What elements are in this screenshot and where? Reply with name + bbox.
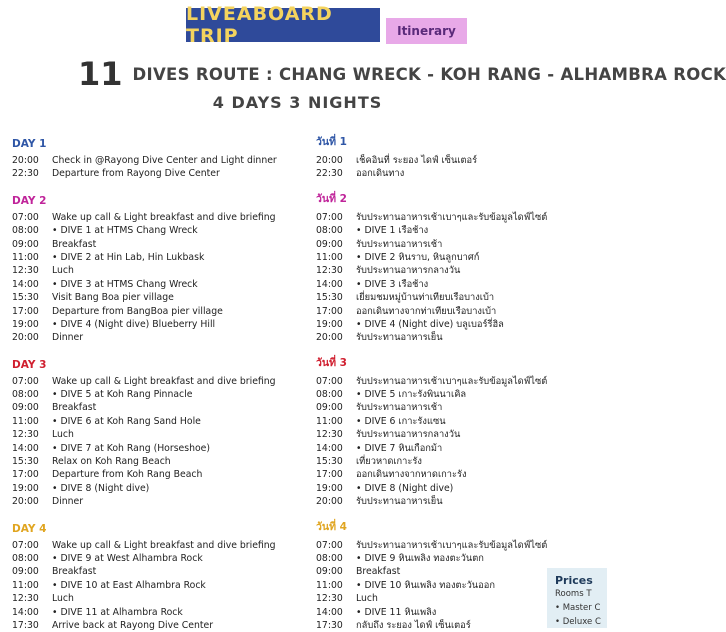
schedule-activity: • DIVE 7 หินเกือกม้า bbox=[356, 442, 443, 454]
schedule-row bbox=[12, 442, 302, 455]
schedule-activity: Luch bbox=[52, 429, 74, 441]
schedule-activity: Relax on Koh Rang Beach bbox=[52, 456, 171, 468]
schedule-time: 14:00 bbox=[12, 606, 39, 618]
schedule-row bbox=[12, 539, 302, 552]
schedule-activity: รับประทานอาหารเช้าเบาๆและรับข้อมูลไดฟ์ไซต์ bbox=[356, 539, 548, 551]
schedule-time: 12:30 bbox=[12, 429, 39, 441]
schedule-time: 14:00 bbox=[12, 278, 39, 290]
schedule-row bbox=[12, 238, 302, 251]
schedule-activity: • DIVE 5 at Koh Rang Pinnacle bbox=[52, 389, 193, 401]
schedule-activity: Breakfast bbox=[52, 238, 97, 250]
schedule-activity: • DIVE 3 at HTMS Chang Wreck bbox=[52, 278, 198, 290]
schedule-row bbox=[12, 592, 302, 605]
schedule-row bbox=[316, 428, 606, 441]
schedule-activity: Wake up call & Light breakfast and dive briefing bbox=[52, 539, 276, 551]
schedule-activity: รับประทานอาหารกลางวัน bbox=[356, 429, 461, 441]
schedule-time: 20:00 bbox=[316, 155, 343, 166]
trip-duration: 4 DAYS 3 NIGHTS bbox=[212, 93, 383, 112]
schedule-time: 14:00 bbox=[316, 278, 343, 290]
schedule-row bbox=[12, 455, 302, 468]
schedule-time: 07:00 bbox=[12, 539, 39, 551]
schedule-time: 12:30 bbox=[316, 593, 343, 605]
schedule-activity: Departure from Koh Rang Beach bbox=[52, 469, 203, 481]
schedule-time: 11:00 bbox=[12, 251, 39, 263]
rooms-type-label: Rooms T bbox=[555, 589, 592, 599]
schedule-row bbox=[316, 442, 606, 455]
schedule-activity: • DIVE 8 (Night dive) bbox=[52, 482, 150, 494]
schedule-row bbox=[12, 388, 302, 401]
schedule-activity: Visit Bang Boa pier village bbox=[52, 292, 174, 304]
schedule-row bbox=[12, 552, 302, 565]
schedule-activity: • DIVE 9 at West Alhambra Rock bbox=[52, 552, 203, 564]
schedule-activity: • DIVE 11 หินเพลิง bbox=[356, 606, 437, 618]
schedule-activity: • DIVE 4 (Night dive) บลูเบอร์รี่ฮิล bbox=[356, 318, 504, 330]
schedule-time: 07:00 bbox=[12, 211, 39, 223]
schedule-row bbox=[12, 305, 302, 318]
schedule-activity: • DIVE 1 at HTMS Chang Wreck bbox=[52, 225, 198, 237]
schedule-row bbox=[316, 154, 606, 167]
schedule-activity: • DIVE 2 หินราบ, หินลูกบาศก์ bbox=[356, 251, 480, 263]
schedule-time: 11:00 bbox=[12, 579, 39, 591]
schedule-activity: Check in @Rayong Dive Center and Light dinner bbox=[52, 155, 277, 166]
schedule-time: 22:30 bbox=[316, 168, 343, 180]
itinerary-tag-text: Itinerary bbox=[397, 24, 456, 38]
english-itinerary bbox=[12, 130, 302, 632]
schedule-time: 12:30 bbox=[12, 265, 39, 277]
schedule-time: 22:30 bbox=[12, 168, 39, 180]
price-item-master: • Master C bbox=[555, 603, 601, 613]
schedule-activity: • DIVE 9 หินเพลิง ทองตะวันตก bbox=[356, 552, 484, 564]
schedule-row bbox=[316, 291, 606, 304]
schedule-activity: • DIVE 7 at Koh Rang (Horseshoe) bbox=[52, 442, 211, 454]
schedule-row bbox=[12, 167, 302, 180]
schedule-activity: Luch bbox=[52, 265, 74, 277]
schedule-time: 17:30 bbox=[12, 619, 39, 631]
prices-panel bbox=[547, 568, 607, 628]
schedule-row bbox=[12, 579, 302, 592]
schedule-time: 09:00 bbox=[12, 566, 39, 578]
schedule-row bbox=[12, 428, 302, 441]
schedule-row bbox=[12, 251, 302, 264]
schedule-activity: • DIVE 6 เกาะรังแซน bbox=[356, 415, 446, 427]
schedule-row bbox=[316, 251, 606, 264]
schedule-row bbox=[12, 291, 302, 304]
schedule-time: 20:00 bbox=[12, 332, 39, 344]
schedule-activity: รับประทานอาหารเย็น bbox=[356, 496, 443, 508]
liveaboard-trip-banner bbox=[186, 3, 380, 47]
schedule-activity: Departure from Rayong Dive Center bbox=[52, 168, 220, 180]
schedule-row bbox=[316, 388, 606, 401]
schedule-row bbox=[12, 375, 302, 388]
schedule-time: 12:30 bbox=[12, 593, 39, 605]
schedule-activity: • DIVE 3 เรือช้าง bbox=[356, 278, 429, 290]
route-heading bbox=[78, 54, 726, 94]
schedule-row bbox=[12, 331, 302, 344]
schedule-time: 19:00 bbox=[12, 482, 39, 494]
schedule-time: 15:30 bbox=[12, 292, 39, 304]
schedule-time: 15:30 bbox=[316, 292, 343, 304]
schedule-time: 11:00 bbox=[316, 251, 343, 263]
schedule-time: 14:00 bbox=[12, 442, 39, 454]
schedule-time: 20:00 bbox=[316, 496, 343, 508]
schedule-activity: กลับถึง ระยอง ไดฟ์ เซ็นเตอร์ bbox=[356, 619, 471, 631]
schedule-activity: รับประทานอาหารเช้าเบาๆและรับข้อมูลไดฟ์ไซต์ bbox=[356, 375, 548, 387]
schedule-activity: ออกเดินทางจากหาดเกาะรัง bbox=[356, 469, 467, 481]
schedule-row bbox=[12, 401, 302, 414]
schedule-time: 20:00 bbox=[12, 155, 39, 166]
schedule-activity: Dinner bbox=[52, 332, 84, 344]
schedule-time: 12:30 bbox=[316, 265, 343, 277]
schedule-activity: Breakfast bbox=[356, 566, 401, 578]
schedule-activity: Wake up call & Light breakfast and dive briefing bbox=[52, 375, 276, 387]
schedule-row bbox=[316, 539, 606, 552]
schedule-row bbox=[316, 264, 606, 277]
schedule-time: 08:00 bbox=[316, 552, 343, 564]
schedule-row bbox=[12, 415, 302, 428]
schedule-activity: • DIVE 11 at Alhambra Rock bbox=[52, 606, 183, 618]
schedule-row bbox=[12, 482, 302, 495]
schedule-time: 19:00 bbox=[316, 482, 343, 494]
schedule-activity: ออกเดินทาง bbox=[356, 168, 405, 180]
schedule-time: 17:00 bbox=[316, 305, 343, 317]
schedule-time: 14:00 bbox=[316, 442, 343, 454]
schedule-row bbox=[316, 468, 606, 481]
schedule-row bbox=[12, 619, 302, 632]
banner-text: LIVEABOARD TRIP bbox=[186, 3, 333, 47]
schedule-time: 08:00 bbox=[316, 225, 343, 237]
schedule-activity: Breakfast bbox=[52, 402, 97, 414]
schedule-row bbox=[316, 415, 606, 428]
schedule-activity: Luch bbox=[356, 593, 378, 605]
schedule-activity: Wake up call & Light breakfast and dive briefing bbox=[52, 211, 276, 223]
schedule-time: 17:00 bbox=[12, 469, 39, 481]
schedule-row bbox=[12, 565, 302, 578]
schedule-row bbox=[316, 455, 606, 468]
schedule-row bbox=[316, 305, 606, 318]
schedule-time: 08:00 bbox=[12, 389, 39, 401]
schedule-row bbox=[316, 211, 606, 224]
schedule-activity: รับประทานอาหารเช้าเบาๆและรับข้อมูลไดฟ์ไซต์ bbox=[356, 211, 548, 223]
schedule-time: 12:30 bbox=[316, 429, 343, 441]
day-heading-day3: DAY 3 bbox=[12, 358, 47, 371]
schedule-activity: Breakfast bbox=[52, 566, 97, 578]
day-heading-day4: วันที่ 4 bbox=[316, 520, 347, 533]
schedule-activity: • DIVE 2 at Hin Lab, Hin Lukbask bbox=[52, 251, 205, 263]
schedule-activity: เที่ยวหาดเกาะรัง bbox=[356, 456, 422, 468]
schedule-time: 07:00 bbox=[316, 211, 343, 223]
schedule-activity: เยี่ยมชมหมู่บ้านท่าเทียบเรือบางเบ้า bbox=[356, 292, 495, 304]
schedule-activity: รับประทานอาหารเย็น bbox=[356, 332, 443, 344]
schedule-time: 08:00 bbox=[316, 389, 343, 401]
schedule-row bbox=[316, 167, 606, 180]
schedule-activity: Arrive back at Rayong Dive Center bbox=[52, 619, 214, 631]
schedule-time: 11:00 bbox=[316, 415, 343, 427]
schedule-row bbox=[316, 552, 606, 565]
schedule-activity: • DIVE 5 เกาะรังพินนาเคิล bbox=[356, 389, 467, 401]
dives-count: 11 bbox=[78, 55, 123, 93]
schedule-activity: รับประทานอาหารกลางวัน bbox=[356, 265, 461, 277]
schedule-row bbox=[316, 224, 606, 237]
schedule-row bbox=[12, 211, 302, 224]
day-heading-day4: DAY 4 bbox=[12, 522, 47, 535]
schedule-time: 08:00 bbox=[12, 552, 39, 564]
thai-itinerary bbox=[316, 130, 606, 632]
schedule-row bbox=[316, 401, 606, 414]
day-heading-day1: วันที่ 1 bbox=[316, 136, 347, 148]
day-heading-day1: DAY 1 bbox=[12, 138, 47, 150]
schedule-row bbox=[316, 495, 606, 508]
schedule-activity: • DIVE 1 เรือช้าง bbox=[356, 225, 429, 237]
schedule-row bbox=[12, 468, 302, 481]
schedule-activity: • DIVE 6 at Koh Rang Sand Hole bbox=[52, 415, 201, 427]
schedule-row bbox=[12, 278, 302, 291]
schedule-time: 09:00 bbox=[316, 238, 343, 250]
prices-title: Prices bbox=[555, 574, 593, 587]
schedule-activity: รับประทานอาหารเช้า bbox=[356, 238, 443, 250]
schedule-time: 07:00 bbox=[316, 375, 343, 387]
schedule-row bbox=[316, 238, 606, 251]
schedule-row bbox=[12, 318, 302, 331]
itinerary-tag bbox=[386, 18, 467, 44]
schedule-time: 20:00 bbox=[316, 332, 343, 344]
schedule-row bbox=[12, 606, 302, 619]
schedule-time: 15:30 bbox=[12, 456, 39, 468]
schedule-time: 11:00 bbox=[316, 579, 343, 591]
schedule-activity: • DIVE 10 หินเพลิง ทองตะวันออก bbox=[356, 579, 495, 591]
day-heading-day2: DAY 2 bbox=[12, 194, 47, 207]
schedule-activity: เช็คอินที่ ระยอง ไดฟ์ เซ็นเตอร์ bbox=[356, 155, 478, 166]
schedule-activity: ออกเดินทางจากท่าเทียบเรือบางเบ้า bbox=[356, 305, 497, 317]
schedule-row bbox=[316, 375, 606, 388]
schedule-time: 11:00 bbox=[12, 415, 39, 427]
schedule-time: 17:00 bbox=[12, 305, 39, 317]
schedule-time: 07:00 bbox=[12, 375, 39, 387]
schedule-time: 09:00 bbox=[12, 402, 39, 414]
schedule-row bbox=[316, 318, 606, 331]
schedule-time: 15:30 bbox=[316, 456, 343, 468]
day-heading-day2: วันที่ 2 bbox=[316, 192, 347, 205]
route-text: DIVES ROUTE : CHANG WRECK - KOH RANG - ALHAMBRA ROCK bbox=[132, 64, 726, 84]
schedule-time: 09:00 bbox=[12, 238, 39, 250]
schedule-time: 17:00 bbox=[316, 469, 343, 481]
price-item-deluxe: • Deluxe C bbox=[555, 617, 601, 627]
schedule-time: 09:00 bbox=[316, 566, 343, 578]
schedule-activity: • DIVE 10 at East Alhambra Rock bbox=[52, 579, 206, 591]
schedule-activity: รับประทานอาหารเช้า bbox=[356, 402, 443, 414]
day-heading-day3: วันที่ 3 bbox=[316, 356, 347, 369]
schedule-time: 07:00 bbox=[316, 539, 343, 551]
schedule-time: 08:00 bbox=[12, 225, 39, 237]
schedule-row bbox=[12, 154, 302, 167]
schedule-activity: • DIVE 4 (Night dive) Blueberry Hill bbox=[52, 318, 216, 330]
schedule-time: 17:30 bbox=[316, 619, 343, 631]
schedule-row bbox=[12, 495, 302, 508]
schedule-activity: Dinner bbox=[52, 496, 84, 508]
schedule-row bbox=[316, 278, 606, 291]
schedule-time: 14:00 bbox=[316, 606, 343, 618]
schedule-row bbox=[12, 264, 302, 277]
schedule-time: 09:00 bbox=[316, 402, 343, 414]
schedule-row bbox=[12, 224, 302, 237]
schedule-activity: Luch bbox=[52, 593, 74, 605]
schedule-activity: • DIVE 8 (Night dive) bbox=[356, 482, 454, 494]
schedule-activity: Departure from BangBoa pier village bbox=[52, 305, 223, 317]
schedule-row bbox=[316, 482, 606, 495]
schedule-time: 19:00 bbox=[12, 318, 39, 330]
schedule-time: 20:00 bbox=[12, 496, 39, 508]
schedule-time: 19:00 bbox=[316, 318, 343, 330]
schedule-row bbox=[316, 331, 606, 344]
